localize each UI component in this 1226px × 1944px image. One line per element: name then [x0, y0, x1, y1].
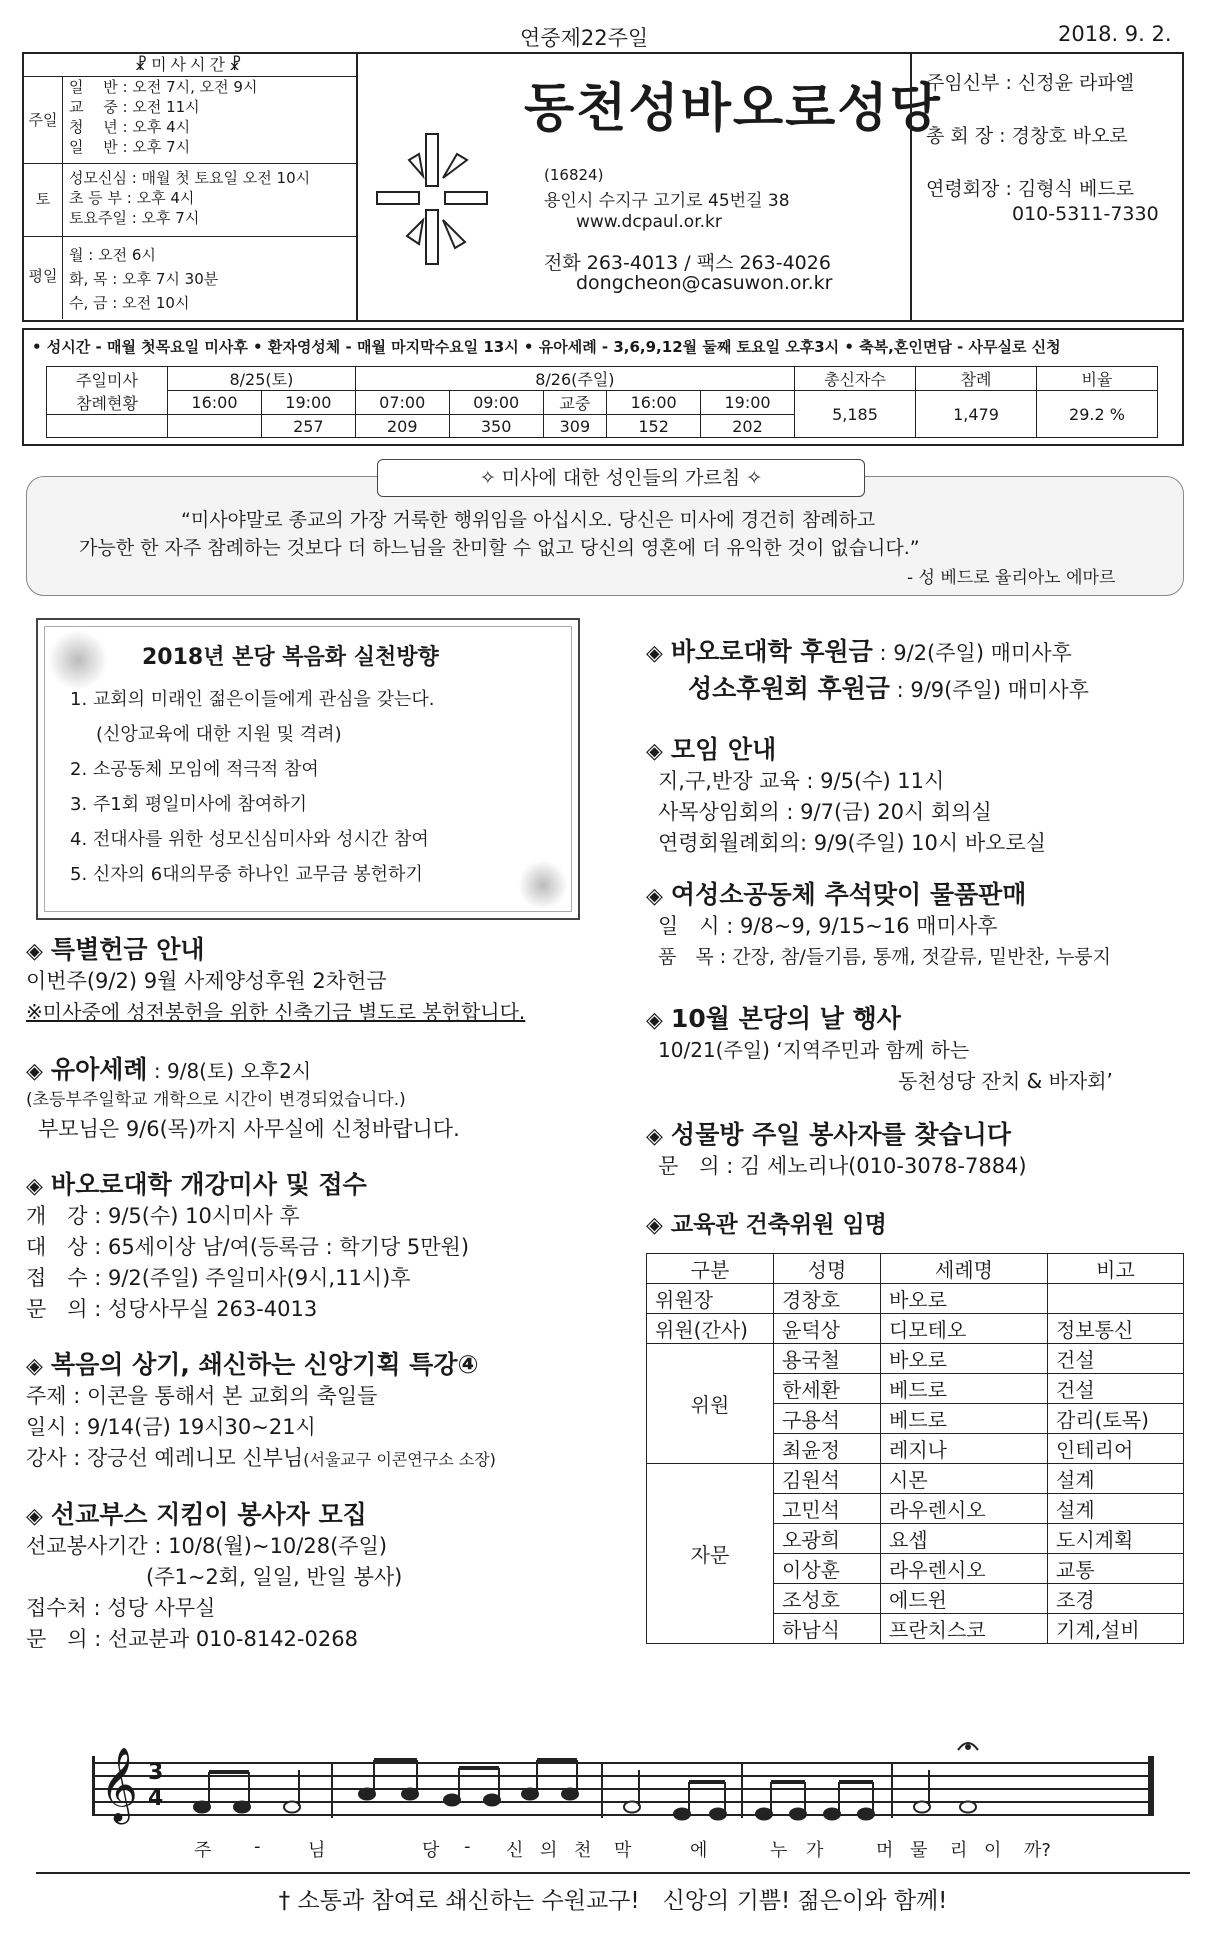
committee-note: 설계: [1048, 1464, 1184, 1494]
mass-time: 09:00: [449, 391, 543, 415]
evangelization-item: (신앙교육에 대한 지원 및 격려): [96, 724, 342, 745]
evangelization-box: [36, 618, 580, 920]
section-mission-booth: [26, 1495, 606, 1655]
mass-time: 16:00: [607, 391, 701, 415]
staff-president: [926, 121, 1182, 148]
sat-date: 8/25(토): [168, 367, 356, 391]
section-meetings: [646, 730, 1206, 859]
quote-title: ✧ 미사에 대한 성인들의 가르침 ✧: [377, 459, 865, 497]
quote-line-1: “미사야말로 종교의 가장 거룩한 행위임을 아십시오. 당신은 미사에 경건히 참례하고: [181, 509, 876, 531]
quote-author: - 성 베드로 율리아노 에마르: [907, 568, 1116, 588]
lyric: 에: [690, 1840, 708, 1861]
header-box: [22, 52, 1184, 322]
committee-note: 감리(토목): [1048, 1404, 1184, 1434]
section-line: 문 의 : 성당사무실 263-4013: [26, 1297, 318, 1321]
committee-name: 오광희: [774, 1524, 881, 1554]
attendance-label-line2: 참례현황: [76, 393, 138, 413]
committee-name: 고민석: [774, 1494, 881, 1524]
diamond-icon: ◈: [26, 1059, 43, 1084]
diamond-icon: ◈: [646, 641, 663, 666]
committee-name: 윤덕상: [774, 1314, 881, 1344]
section-line: 품 목 : 간장, 참/들기름, 통깨, 젓갈류, 밑반찬, 누룽지: [658, 946, 1112, 968]
section-line: 일 시 : 9/8~9, 9/15~16 매미사후: [658, 914, 998, 938]
committee-group: 자문: [647, 1464, 774, 1644]
deco-circle-icon: [518, 860, 568, 910]
committee-note: [1048, 1284, 1184, 1314]
mass-count: [168, 415, 262, 438]
section-title: 복음의 상기, 쇄신하는 신앙기획 특강④: [50, 1350, 479, 1379]
schedule-label-sunday: 주일: [24, 77, 63, 163]
diamond-icon: ◈: [26, 1504, 43, 1529]
committee-group: 위원장: [647, 1284, 774, 1314]
address: 용인시 수지구 고기로 45번길 38: [544, 191, 790, 211]
committee-note: 인테리어: [1048, 1434, 1184, 1464]
attendance-label: [47, 367, 168, 415]
committee-baptism: 프란치스코: [881, 1614, 1048, 1644]
committee-table: [646, 1253, 1184, 1644]
section-line: 지,구,반장 교육 : 9/5(수) 11시: [658, 769, 945, 793]
bulletin-date: 2018. 9. 2.: [1058, 22, 1172, 46]
mass-time: 교중: [543, 391, 607, 415]
lyric: 님: [308, 1840, 326, 1861]
section-special-offering: [26, 930, 606, 1028]
mass-count: 202: [701, 415, 795, 438]
section-value: : 9/9(주일) 매미사후: [889, 678, 1089, 702]
committee-header: 세례명: [881, 1254, 1048, 1284]
diamond-icon: ◈: [26, 1174, 43, 1199]
section-line: (초등부주일학교 개학으로 시간이 변경되었습니다.): [26, 1090, 406, 1110]
lyric: 까?: [1024, 1840, 1051, 1861]
committee-baptism: 라우렌시오: [881, 1494, 1048, 1524]
info-box: [22, 328, 1184, 446]
table-row: [647, 1314, 1184, 1344]
schedule-row: 성모신심 : 매월 첫 토요일 오전 10시: [69, 169, 311, 187]
section-title: 유아세례: [50, 1055, 148, 1084]
committee-name: 하남식: [774, 1614, 881, 1644]
committee-note: 도시계획: [1048, 1524, 1184, 1554]
mass-time: 16:00: [168, 391, 262, 415]
schedule-row: 일 반 : 오전 7시, 오전 9시: [69, 78, 258, 96]
section-line: 주제 : 이콘을 통해서 본 교회의 축일들: [26, 1384, 378, 1408]
evangelization-item: 1. 교회의 미래인 젊은이들에게 관심을 갖는다.: [70, 689, 435, 710]
footer-rule: [36, 1872, 1190, 1874]
section-line: 문 의 : 선교분과 010-8142-0268: [26, 1627, 358, 1651]
section-line: 일시 : 9/14(금) 19시30~21시: [26, 1415, 316, 1439]
committee-name: 김원석: [774, 1464, 881, 1494]
schedule-weekday: [24, 237, 356, 319]
committee-header: 비고: [1048, 1254, 1184, 1284]
committee-group: 위원: [647, 1344, 774, 1464]
section-shop: [646, 1115, 1206, 1182]
schedule-saturday: [24, 164, 356, 237]
staff-name: 김형식 베드로: [1017, 178, 1135, 200]
section-title: 성물방 주일 봉사자를 찾습니다: [670, 1120, 1011, 1149]
mass-time: 07:00: [355, 391, 449, 415]
lyric: 리: [950, 1840, 968, 1861]
ratio-label: 비율: [1037, 367, 1158, 391]
mass-count: 309: [543, 415, 607, 438]
committee-note: 설계: [1048, 1494, 1184, 1524]
staff-phone: 010-5311-7330: [1012, 203, 1159, 225]
section-line: 개 강 : 9/5(수) 10시미사 후: [26, 1204, 300, 1228]
schedule-row: 월 : 오전 6시: [69, 246, 156, 264]
total-value: 5,185: [795, 391, 916, 438]
evangelization-item: 5. 신자의 6대의무중 하나인 교무금 봉헌하기: [70, 864, 423, 885]
committee-baptism: 베드로: [881, 1374, 1048, 1404]
schedule-label-weekday: 평일: [24, 237, 63, 319]
schedule-row: 토요주일 : 오후 7시: [69, 209, 200, 227]
committee-baptism: 베드로: [881, 1404, 1048, 1434]
section-line: 10/21(주일) ‘지역주민과 함께 하는: [658, 1038, 970, 1062]
committee-name: 이상훈: [774, 1554, 881, 1584]
committee-note: 건설: [1048, 1374, 1184, 1404]
evangelization-list: [70, 682, 435, 892]
committee-name: 한세환: [774, 1374, 881, 1404]
section-title: 특별헌금 안내: [50, 935, 205, 964]
section-title: 바오로대학 개강미사 및 접수: [50, 1170, 367, 1199]
committee-name: 경창호: [774, 1284, 881, 1314]
schedule-label-saturday: 토: [24, 164, 63, 236]
melody-notes-icon: [92, 1722, 1154, 1832]
total-label: 총신자수: [795, 367, 916, 391]
schedule-sunday: [24, 77, 356, 164]
sun-date: 8/26(주일): [355, 367, 794, 391]
committee-header: 성명: [774, 1254, 881, 1284]
section-title: 바오로대학 후원금: [670, 637, 873, 666]
diamond-icon: ◈: [646, 1008, 663, 1033]
diamond-icon: ◈: [26, 1354, 43, 1379]
mass-count: 152: [607, 415, 701, 438]
mass-count: 257: [261, 415, 355, 438]
committee-name: 최윤정: [774, 1434, 881, 1464]
mass-schedule-title: ☧미사시간☧: [24, 54, 356, 77]
mass-count: 209: [355, 415, 449, 438]
committee-header: 구분: [647, 1254, 774, 1284]
staff-list: [910, 54, 1182, 320]
evangelization-item: 2. 소공동체 모임에 적극적 참여: [70, 759, 319, 780]
section-parish-day: [646, 999, 1206, 1097]
section-line: 선교봉사기간 : 10/8(월)~10/28(주일): [26, 1534, 388, 1558]
section-title: 모임 안내: [670, 735, 777, 764]
lyric: 막: [614, 1840, 632, 1861]
lecturer-affiliation: (서울교구 이콘연구소 소장): [303, 1450, 496, 1469]
diamond-icon: ◈: [646, 1213, 663, 1238]
left-column: [26, 930, 606, 1655]
postal-code: (16824): [544, 166, 604, 184]
parish-logo: [369, 124, 499, 274]
schedule-row: 초 등 부 : 오후 4시: [69, 189, 195, 207]
ratio-value: 29.2 %: [1037, 391, 1158, 438]
committee-group: 위원(간사): [647, 1314, 774, 1344]
lyric: 천: [574, 1840, 592, 1861]
quote-box: [26, 467, 1184, 596]
lyric: 머: [876, 1840, 894, 1861]
mass-schedule: [24, 54, 358, 320]
treble-clef-icon: 𝄞: [100, 1748, 138, 1822]
committee-baptism: 바오로: [881, 1284, 1048, 1314]
evangelization-title: 2018년 본당 복음화 실천방향: [142, 645, 439, 670]
committee-name: 구용석: [774, 1404, 881, 1434]
quote-line-2: 가능한 한 자주 참례하는 것보다 더 하느님을 찬미할 수 없고 당신의 영혼에 더 유익한 것이 없습니다.”: [79, 537, 920, 559]
staff-role: 주임신부 :: [926, 72, 1018, 94]
committee-note: 기계,설비: [1048, 1614, 1184, 1644]
section-line: [26, 1443, 606, 1475]
staff-role: 연령회장 :: [926, 178, 1018, 200]
section-line: 대 상 : 65세이상 남/여(등록금 : 학기당 5만원): [26, 1235, 470, 1259]
committee-baptism: 바오로: [881, 1344, 1048, 1374]
schedule-row: 일 반 : 오후 7시: [69, 138, 191, 156]
section-committee: [646, 1206, 1206, 1644]
attended-value: 1,479: [916, 391, 1037, 438]
section-support: [646, 632, 1206, 706]
section-title: 선교부스 지킴이 봉사자 모집: [50, 1500, 367, 1529]
parish-name: 동천성바오로성당: [524, 79, 942, 139]
week-label: 연중제22주일: [520, 26, 649, 50]
section-line: 동천성당 잔치 & 바자회’: [898, 1069, 1113, 1093]
committee-note: 건설: [1048, 1344, 1184, 1374]
evangelization-item: 4. 전대사를 위한 성모신심미사와 성시간 참여: [70, 829, 429, 850]
committee-name: 조성호: [774, 1584, 881, 1614]
committee-note: 조경: [1048, 1584, 1184, 1614]
committee-baptism: 디모테오: [881, 1314, 1048, 1344]
diamond-icon: ◈: [646, 1124, 663, 1149]
schedule-row: 화, 목 : 오후 7시 30분: [69, 270, 219, 288]
committee-baptism: 라우렌시오: [881, 1554, 1048, 1584]
lyric: 당: [422, 1840, 440, 1861]
deco-circle-icon: [48, 630, 108, 690]
evangelization-item: 3. 주1회 평일미사에 참여하기: [70, 794, 308, 815]
phone-fax: 전화 263-4013 / 팩스 263-4026: [544, 252, 831, 274]
section-title-extra: : 9/8(토) 오후2시: [147, 1059, 312, 1083]
section-title: 교육관 건축위원 임명: [670, 1212, 887, 1238]
attended-label: 참례: [916, 367, 1037, 391]
lecturer: 강사 : 장긍선 예레니모 신부님: [26, 1446, 304, 1470]
lyric: 의: [540, 1840, 558, 1861]
section-infant-baptism: [26, 1050, 606, 1145]
committee-name: 용국철: [774, 1344, 881, 1374]
section-value: : 9/2(주일) 매미사후: [872, 641, 1072, 665]
schedule-row: 청 년 : 오후 4시: [69, 118, 191, 136]
section-line: 부모님은 9/6(목)까지 사무실에 신청바랍니다.: [38, 1117, 460, 1141]
section-line: 이번주(9/2) 9월 사제양성후원 2차헌금: [26, 969, 387, 993]
attendance-spacer: [47, 415, 168, 438]
info-bar: • 성시간 - 매월 첫목요일 미사후 • 환자영성체 - 매월 마지막수요일 13시 • 유아세례 - 3,6,9,12월 둘째 토요일 오후3시 • 축복,혼인면담 - 사무실로 신청: [32, 338, 1061, 356]
section-line: ※미사중에 성전봉헌을 위한 신축기금 별도로 봉헌합니다.: [26, 1000, 526, 1024]
section-title: 10월 본당의 날 행사: [670, 1004, 901, 1033]
mass-time: 19:00: [701, 391, 795, 415]
lyric: 누: [770, 1840, 788, 1861]
email-link[interactable]: dongcheon@casuwon.or.kr: [576, 272, 833, 294]
committee-note: 정보통신: [1048, 1314, 1184, 1344]
committee-baptism: 시몬: [881, 1464, 1048, 1494]
section-title: 여성소공동체 추석맞이 물품판매: [670, 880, 1027, 909]
diamond-icon: ◈: [646, 739, 663, 764]
attendance-table: [46, 366, 1158, 438]
committee-baptism: 요셉: [881, 1524, 1048, 1554]
music-lyrics: [194, 1836, 1094, 1862]
section-line: 접 수 : 9/2(주일) 주일미사(9시,11시)후: [26, 1266, 411, 1290]
section-sale: [646, 875, 1206, 973]
schedule-row: 수, 금 : 오전 10시: [69, 294, 190, 312]
lyric: 가: [806, 1840, 824, 1861]
section-title: 성소후원회 후원금: [688, 674, 890, 703]
table-row: [647, 1464, 1184, 1494]
section-line: 사목상임회의 : 9/7(금) 20시 회의실: [658, 800, 992, 824]
mass-count: 350: [449, 415, 543, 438]
schedule-row: 교 중 : 오전 11시: [69, 98, 200, 116]
lyric: 신: [506, 1840, 524, 1861]
lyric: -: [464, 1836, 471, 1857]
staff-memorial: [926, 174, 1182, 201]
staff-role: 총 회 장 :: [926, 125, 1012, 147]
lyric: 주: [194, 1840, 212, 1861]
committee-baptism: 레지나: [881, 1434, 1048, 1464]
lyric: 이: [984, 1840, 1002, 1861]
lyric: -: [254, 1836, 261, 1857]
staff-name: 신정윤 라파엘: [1017, 72, 1135, 94]
section-line: 연령회월례회의: 9/9(주일) 10시 바오로실: [658, 831, 1047, 855]
attendance-label-line1: 주일미사: [76, 370, 138, 390]
staff-name: 경창호 바오로: [1011, 125, 1128, 147]
section-line: 문 의 : 김 세노리나(010-3078-7884): [658, 1154, 1027, 1178]
table-row: [647, 1344, 1184, 1374]
footer-slogan: † 소통과 참여로 쇄신하는 수원교구! 신앙의 기쁨! 젊은이와 함께!: [278, 1888, 948, 1914]
lyric: 물: [910, 1840, 928, 1861]
table-row: [647, 1284, 1184, 1314]
diamond-icon: ◈: [26, 939, 43, 964]
staff-pastor: [926, 68, 1182, 95]
mass-time: 19:00: [261, 391, 355, 415]
committee-baptism: 에드윈: [881, 1584, 1048, 1614]
committee-note: 교통: [1048, 1554, 1184, 1584]
music-staff: [92, 1748, 1154, 1822]
section-line: 접수처 : 성당 사무실: [26, 1596, 216, 1620]
section-lecture: [26, 1345, 606, 1475]
section-line: (주1~2회, 일일, 반일 봉사): [146, 1565, 403, 1589]
time-signature-icon: 3 4: [148, 1760, 164, 1811]
diamond-icon: ◈: [646, 884, 663, 909]
section-college: [26, 1165, 606, 1325]
right-column: [646, 632, 1206, 1644]
website-link[interactable]: www.dcpaul.or.kr: [576, 212, 722, 232]
